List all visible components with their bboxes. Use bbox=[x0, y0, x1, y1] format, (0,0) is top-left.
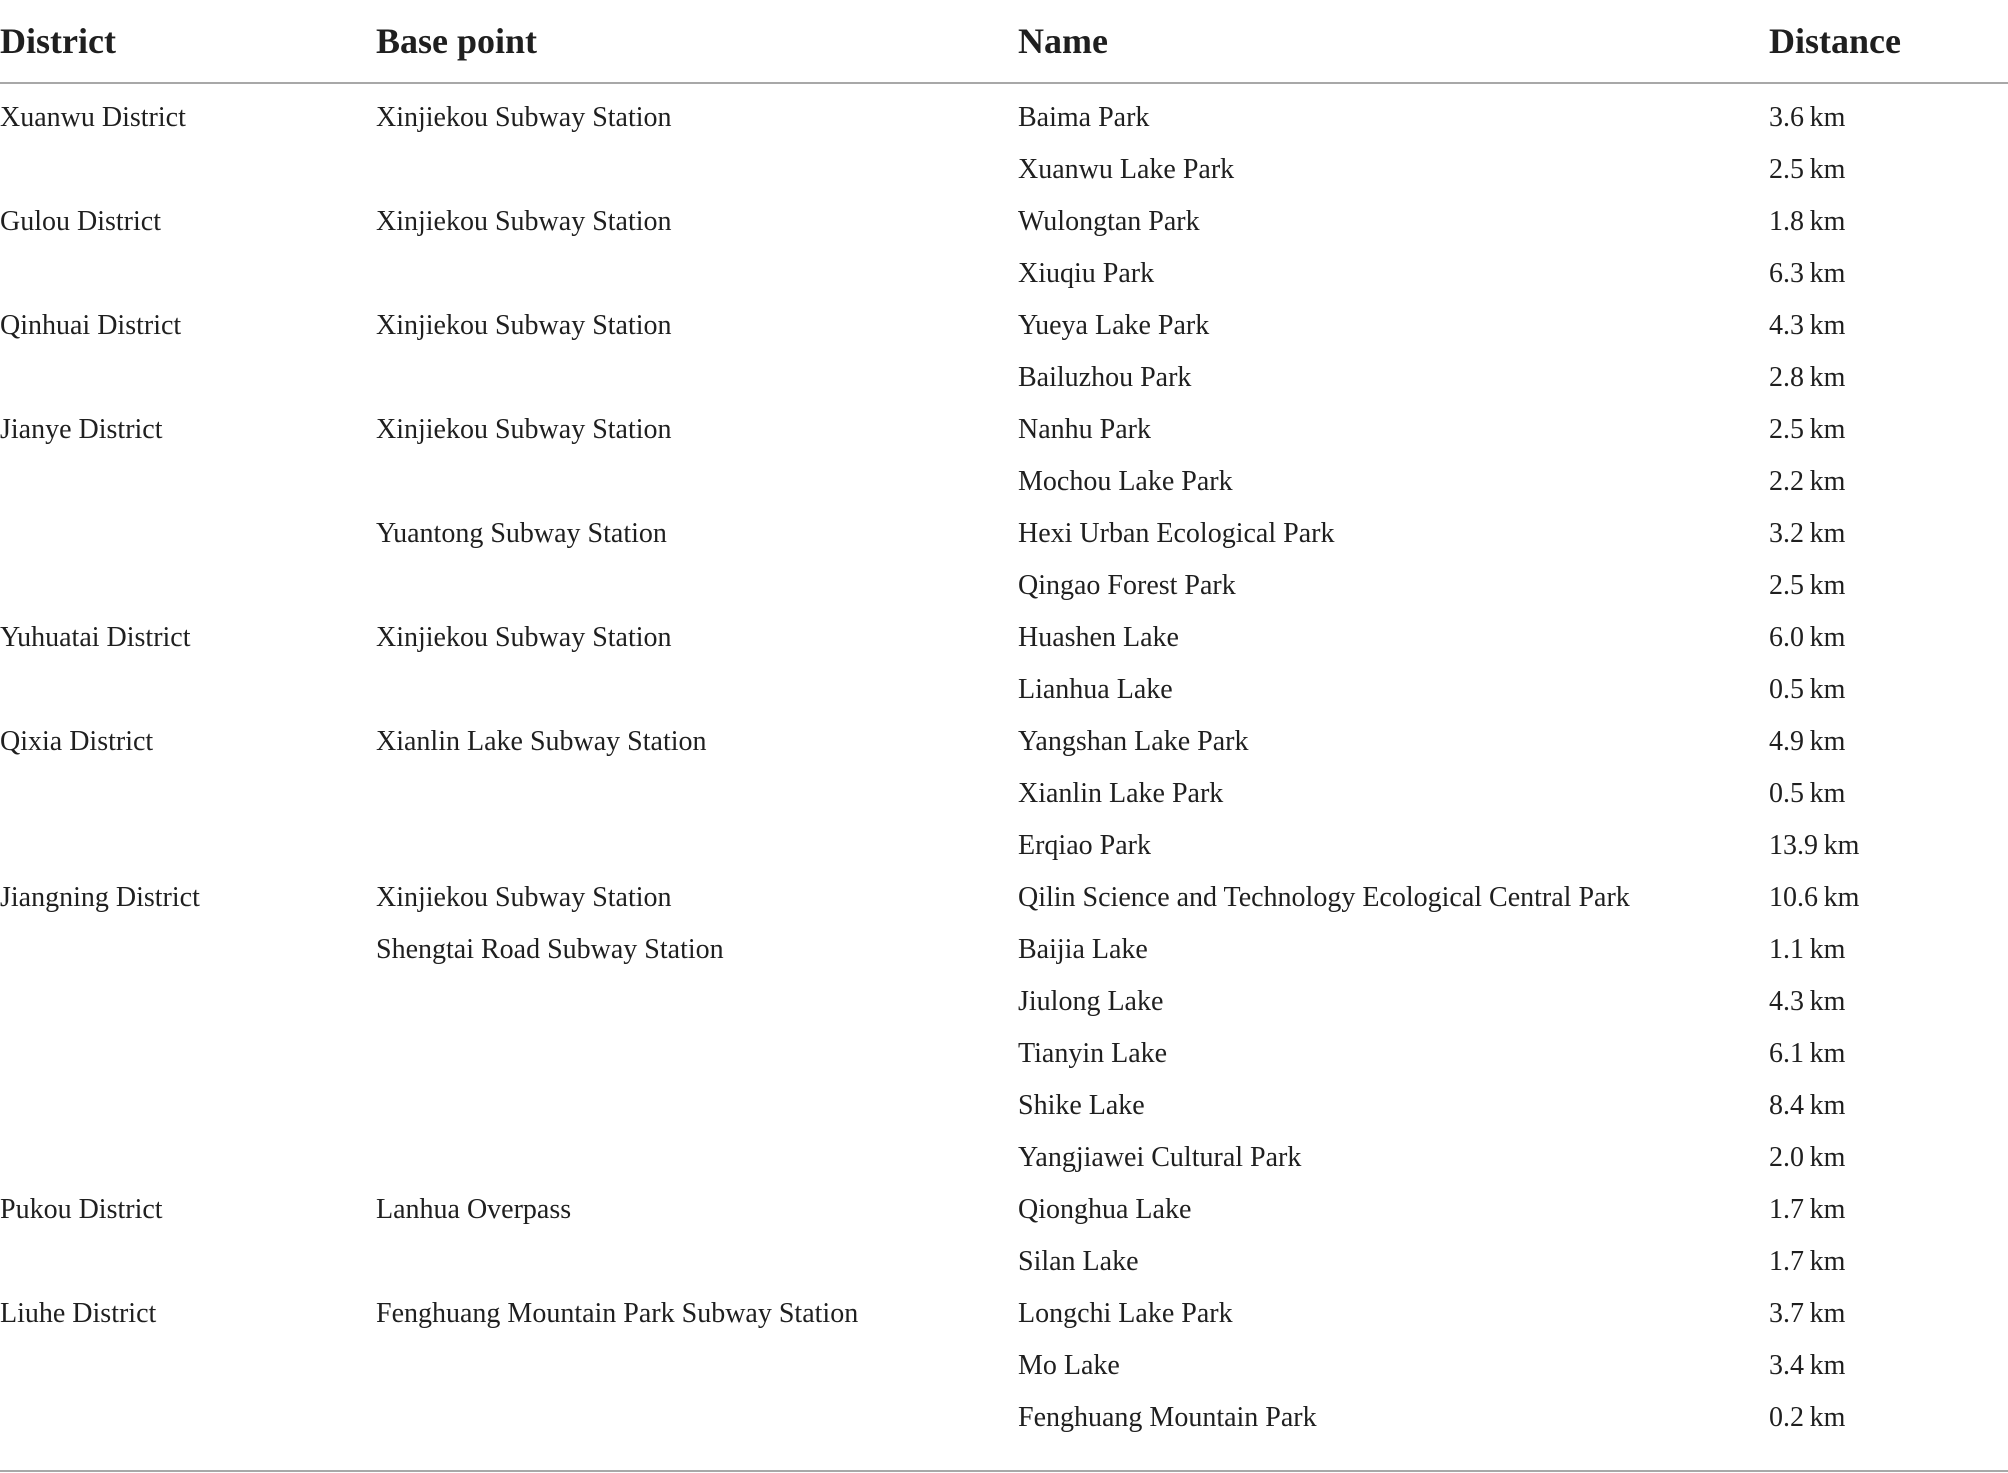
cell-district bbox=[0, 820, 376, 872]
cell-park-name: Yueya Lake Park bbox=[1018, 310, 1210, 341]
cell-base-point: Xinjiekou Subway Station bbox=[376, 414, 672, 445]
cell-base-point: Fenghuang Mountain Park Subway Station bbox=[376, 1298, 859, 1329]
cell-park-name: Longchi Lake Park bbox=[1018, 1298, 1233, 1329]
rule-cell bbox=[1769, 1444, 2008, 1471]
cell-distance: 2.5 km bbox=[1769, 154, 1846, 185]
cell-district bbox=[0, 924, 376, 976]
cell-district bbox=[0, 456, 376, 508]
cell-district bbox=[0, 352, 376, 404]
table-row bbox=[0, 404, 2008, 456]
cell-distance: 1.7 km bbox=[1769, 1246, 1846, 1277]
header-district: District bbox=[0, 0, 376, 83]
cell-distance: 8.4 km bbox=[1769, 1090, 1846, 1121]
cell-distance: 4.3 km bbox=[1769, 986, 1846, 1017]
cell-district: Qixia District bbox=[0, 726, 154, 757]
cell-base-point bbox=[376, 144, 1018, 196]
cell-distance: 3.7 km bbox=[1769, 1298, 1846, 1329]
cell-district: Liuhe District bbox=[0, 1298, 157, 1329]
table-row bbox=[0, 300, 2008, 352]
cell-base-point bbox=[376, 1080, 1018, 1132]
cell-distance: 4.3 km bbox=[1769, 310, 1846, 341]
table-row bbox=[0, 924, 2008, 976]
table-row bbox=[0, 768, 2008, 820]
cell-district bbox=[0, 1392, 376, 1444]
cell-distance: 0.5 km bbox=[1769, 674, 1846, 705]
cell-base-point: Xinjiekou Subway Station bbox=[376, 622, 672, 653]
cell-distance: 4.9 km bbox=[1769, 726, 1846, 757]
cell-park-name: Jiulong Lake bbox=[1018, 986, 1164, 1017]
cell-district: Qinhuai District bbox=[0, 310, 182, 341]
cell-park-name: Qionghua Lake bbox=[1018, 1194, 1192, 1225]
cell-district bbox=[0, 1340, 376, 1392]
cell-park-name: Xiuqiu Park bbox=[1018, 258, 1155, 289]
cell-park-name: Bailuzhou Park bbox=[1018, 362, 1192, 393]
cell-distance: 2.5 km bbox=[1769, 414, 1846, 445]
cell-park-name: Mo Lake bbox=[1018, 1350, 1120, 1381]
cell-distance: 10.6 km bbox=[1769, 882, 1860, 913]
cell-base-point bbox=[376, 1392, 1018, 1444]
cell-park-name: Baijia Lake bbox=[1018, 934, 1148, 965]
cell-base-point bbox=[376, 560, 1018, 612]
cell-district bbox=[0, 1028, 376, 1080]
cell-district bbox=[0, 248, 376, 300]
cell-park-name: Lianhua Lake bbox=[1018, 674, 1173, 705]
cell-park-name: Tianyin Lake bbox=[1018, 1038, 1168, 1069]
cell-distance: 0.5 km bbox=[1769, 778, 1846, 809]
cell-base-point: Lanhua Overpass bbox=[376, 1194, 572, 1225]
cell-base-point bbox=[376, 1132, 1018, 1184]
cell-park-name: Xianlin Lake Park bbox=[1018, 778, 1224, 809]
cell-district bbox=[0, 768, 376, 820]
cell-park-name: Huashen Lake bbox=[1018, 622, 1179, 653]
table-row bbox=[0, 820, 2008, 872]
table-row bbox=[0, 248, 2008, 300]
cell-distance: 3.2 km bbox=[1769, 518, 1846, 549]
cell-base-point bbox=[376, 768, 1018, 820]
cell-district bbox=[0, 1132, 376, 1184]
table-row bbox=[0, 508, 2008, 560]
table-row bbox=[0, 872, 2008, 924]
rule-cell bbox=[0, 1444, 376, 1471]
cell-base-point bbox=[376, 820, 1018, 872]
cell-district: Jianye District bbox=[0, 414, 163, 445]
table-row bbox=[0, 1340, 2008, 1392]
cell-park-name: Shike Lake bbox=[1018, 1090, 1145, 1121]
table-row bbox=[0, 664, 2008, 716]
table-row bbox=[0, 560, 2008, 612]
cell-base-point: Xianlin Lake Subway Station bbox=[376, 726, 707, 757]
cell-distance: 2.2 km bbox=[1769, 466, 1846, 497]
cell-district: Jiangning District bbox=[0, 882, 200, 913]
cell-base-point: Xinjiekou Subway Station bbox=[376, 206, 672, 237]
cell-park-name: Silan Lake bbox=[1018, 1246, 1139, 1277]
cell-district bbox=[0, 560, 376, 612]
cell-distance: 2.0 km bbox=[1769, 1142, 1846, 1173]
cell-base-point: Xinjiekou Subway Station bbox=[376, 882, 672, 913]
cell-park-name: Mochou Lake Park bbox=[1018, 466, 1233, 497]
table-row bbox=[0, 144, 2008, 196]
table-row bbox=[0, 612, 2008, 664]
cell-base-point bbox=[376, 1028, 1018, 1080]
cell-distance: 0.2 km bbox=[1769, 1402, 1846, 1433]
table-body bbox=[0, 83, 2008, 1471]
cell-district bbox=[0, 144, 376, 196]
cell-distance: 1.7 km bbox=[1769, 1194, 1846, 1225]
cell-district: Gulou District bbox=[0, 206, 161, 237]
cell-base-point: Xinjiekou Subway Station bbox=[376, 310, 672, 341]
cell-base-point bbox=[376, 1340, 1018, 1392]
cell-district bbox=[0, 508, 376, 560]
table-row bbox=[0, 1028, 2008, 1080]
rule-cell bbox=[376, 1444, 1018, 1471]
cell-park-name: Nanhu Park bbox=[1018, 414, 1151, 445]
cell-district bbox=[0, 1080, 376, 1132]
cell-distance: 2.8 km bbox=[1769, 362, 1846, 393]
rule-cell bbox=[1018, 1444, 1769, 1471]
table-row bbox=[0, 1392, 2008, 1444]
table-row bbox=[0, 1288, 2008, 1340]
cell-base-point bbox=[376, 248, 1018, 300]
cell-park-name: Qilin Science and Technology Ecological Central Park bbox=[1018, 882, 1630, 913]
cell-base-point: Xinjiekou Subway Station bbox=[376, 102, 672, 133]
cell-distance: 1.1 km bbox=[1769, 934, 1846, 965]
table-row bbox=[0, 196, 2008, 248]
table-row bbox=[0, 1236, 2008, 1288]
table-row bbox=[0, 1132, 2008, 1184]
cell-base-point bbox=[376, 352, 1018, 404]
cell-distance: 6.0 km bbox=[1769, 622, 1846, 653]
header-distance: Distance bbox=[1769, 0, 2008, 83]
table-row bbox=[0, 456, 2008, 508]
cell-distance: 6.1 km bbox=[1769, 1038, 1846, 1069]
cell-park-name: Wulongtan Park bbox=[1018, 206, 1200, 237]
table-header bbox=[0, 0, 2008, 83]
cell-distance: 3.4 km bbox=[1769, 1350, 1846, 1381]
cell-distance: 3.6 km bbox=[1769, 102, 1846, 133]
table-row bbox=[0, 1184, 2008, 1236]
cell-distance: 2.5 km bbox=[1769, 570, 1846, 601]
cell-base-point bbox=[376, 664, 1018, 716]
cell-park-name: Yangshan Lake Park bbox=[1018, 726, 1249, 757]
cell-base-point: Yuantong Subway Station bbox=[376, 518, 667, 549]
cell-district bbox=[0, 664, 376, 716]
table-row bbox=[0, 716, 2008, 768]
cell-district bbox=[0, 976, 376, 1028]
cell-base-point bbox=[376, 456, 1018, 508]
cell-distance: 13.9 km bbox=[1769, 830, 1860, 861]
header-base-point: Base point bbox=[376, 0, 1018, 83]
cell-park-name: Erqiao Park bbox=[1018, 830, 1151, 861]
cell-park-name: Baima Park bbox=[1018, 102, 1150, 133]
table-row bbox=[0, 83, 2008, 144]
cell-district bbox=[0, 1236, 376, 1288]
table-row bbox=[0, 976, 2008, 1028]
cell-district: Pukou District bbox=[0, 1194, 163, 1225]
cell-district: Yuhuatai District bbox=[0, 622, 191, 653]
cell-base-point bbox=[376, 976, 1018, 1028]
cell-district: Xuanwu District bbox=[0, 102, 186, 133]
table-row bbox=[0, 352, 2008, 404]
cell-park-name: Xuanwu Lake Park bbox=[1018, 154, 1235, 185]
cell-base-point: Shengtai Road Subway Station bbox=[376, 934, 724, 965]
cell-distance: 6.3 km bbox=[1769, 258, 1846, 289]
cell-park-name: Qingao Forest Park bbox=[1018, 570, 1236, 601]
header-row bbox=[0, 0, 2008, 83]
cell-base-point bbox=[376, 1236, 1018, 1288]
cell-park-name: Hexi Urban Ecological Park bbox=[1018, 518, 1335, 549]
cell-park-name: Yangjiawei Cultural Park bbox=[1018, 1142, 1302, 1173]
header-name: Name bbox=[1018, 0, 1769, 83]
table-bottom-rule bbox=[0, 1444, 2008, 1471]
cell-park-name: Fenghuang Mountain Park bbox=[1018, 1402, 1317, 1433]
table-row bbox=[0, 1080, 2008, 1132]
cell-distance: 1.8 km bbox=[1769, 206, 1846, 237]
